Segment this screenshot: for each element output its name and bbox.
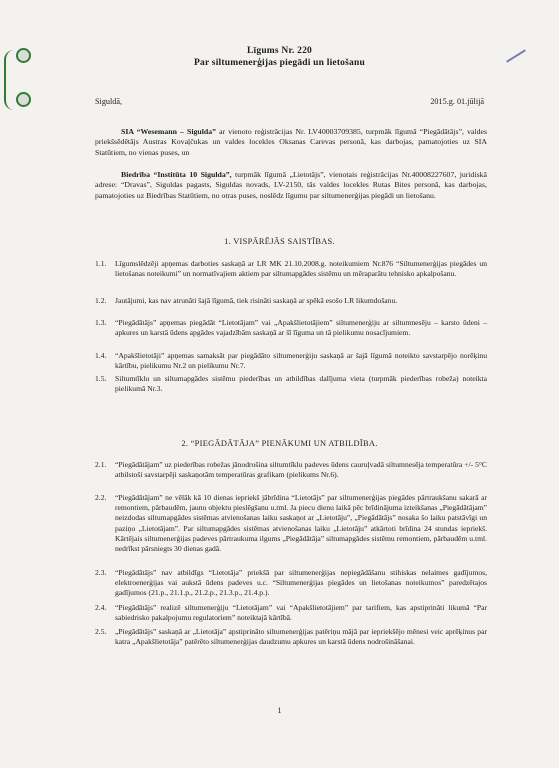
contract-city: Siguldā, [95, 97, 123, 106]
party1-text: ar vienoto reģistrācijas Nr. LV40003709385, turpmāk līgumā “Piegādātājs”, valdes priekšsēdētājs Austras Kovaļčukas un valdes locekles Oksanas Carevas personā, kas darbojas, pamatojoties uz SIA Statūtiem, no vienas puses, un [95, 127, 487, 157]
document-subtitle: Par siltumenerģijas piegādi un lietošanu [194, 58, 365, 68]
clause-1-4: 1.4. “Apakšlietotāji” apņemas samaksāt par piegādāto siltumenerģiju saskaņā ar šajā līgumā noteikto savstarpējo norēķinu kārtību, pielikumu Nr.2 un pielikumu Nr.7. [95, 351, 487, 371]
section2-heading: 2. “PIEGĀDĀTĀJA” PIENĀKUMI UN ATBILDĪBA. [181, 439, 378, 448]
binding-hole-bottom [16, 92, 31, 107]
clause-1-5: 1.5. Siltumtīklu un siltumapgādes sistēmu piederības un atbildības dalījuma vieta (turpmāk piederības robeža) noteikta pielikumā Nr.3. [95, 374, 487, 394]
section1-heading: 1. VISPĀRĒJĀS SAISTĪBAS. [224, 237, 335, 246]
party2-name: Biedrība “Institūta 10 Sigulda”, [121, 170, 232, 179]
clause-1-1: 1.1. Līgumslēdzēji apņemas darboties saskaņā ar LR MK 21.10.2008.g. noteikumiem Nr.876 “Siltumenerģijas piegādes un lietošanas noteikumi” un normatīvajiem aktiem par siltumapgādes sistēmu un mēraparātu tehnisko apkalpošanu. [95, 259, 487, 279]
clause-1-3: 1.3. “Piegādātājs” apņemas piegādāt “Lietotājam” vai „Apakšlietotājiem” siltumenerģiju ar siltumnesēju – karsto ūdeni – apkures un karstā ūdens apgādes vajadzībām saskaņā ar šī līguma un tā pielikumu nosacījumiem. [95, 318, 487, 338]
contract-date: 2015.g. 01.jūlijā [430, 97, 484, 106]
clause-2-5: 2.5. „Piegādātājs” saskaņā ar „Lietotāja” apstiprināto siltumenerģijas patēriņu mājā par iepriekšējo mēnesi veic aprēķinus par katra „Apakšlietotāja” patērēto siltumenerģijas daudzumu apkures un karstā ūdens nodrošināšanai. [95, 627, 487, 647]
party1-name: SIA “Wesemann – Sigulda” [121, 127, 217, 136]
party2-text: turpmāk līgumā „Lietotājs”, vienotais reģistrācijas Nr.40008227607, juridiskā adrese: “Dravas”, Siguldas pagasts, Siguldas novads, LV-2150, tās valdes locekles Rutas Bites personā, kas darbojas, pamatojoties uz Biedrības Statūtiem, no otras puses, noslēdz līgumu par siltumenerģijas piegādi un lietošanu. [95, 170, 487, 200]
clause-2-1: 2.1. “Piegādātājam” uz piederības robežas jānodrošina siltumtīklu padeves ūdens cauruļvadā siltumnesēja temperatūra +/- 5°C atbilstoši savstarpēji saskaņotām temperatūras grafikam (pielikums Nr.6). [95, 460, 487, 480]
clause-2-2: 2.2. “Piegādātājam” ne vēlāk kā 10 dienas iepriekš jābrīdina “Lietotājs” par siltumenerģijas piegādes pārtraukšanu sakarā ar remontiem, pārbaudēm, jaunu objektu pieslēgšanu u.tml. Ja piecu dienu laikā pēc brīdinājuma izteikšanas „Piegādātājam” neizdodas siltumapgādes sistēmas atvienošanas laiku saskaņot ar „Lietotāju”, „Piegādātājs” nosaka šo laiku patstāvīgi un paziņo „Lietotājam”. Par siltumapgādes sistēmas atvienošanas laiku „Lietotāju” atkārtoti brīdina 24 stundas iepriekš. Kārtējais siltumenerģijas padeves pārtraukuma ilgums „Piegādātāja” siltumapgādes sistēmu remontiem, pārbaudēm u.tml. nedrīkst pārsniegts 30 dienas gadā. [95, 493, 487, 554]
page-number: 1 [277, 706, 282, 715]
clause-2-4: 2.4. “Piegādātājs” realizē siltumenerģiju “Lietotājam” vai “Apakšlietotājiem” par tarifiem, kas apstiprināti likumā “Par sabiedrisko pakalpojumu regulatoriem” noteiktajā kārtībā. [95, 603, 487, 623]
clause-1-2: 1.2. Jautājumi, kas nav atrunāti šajā līgumā, tiek risināti saskaņā ar spēkā esošo LR likumdošanu. [95, 296, 398, 305]
party1-paragraph [95, 127, 487, 158]
document-title: Līgums Nr. 220 [247, 46, 312, 56]
clause-2-3: 2.3. “Piegādātājs” nav atbildīgs “Lietotāja” priekšā par siltumenerģijas nepiegādāšanu stihiskas nelaimes gadījumos, elektroenerģijas vai aukstā ūdens padeves u.c. “Siltumenerģijas piegādes un lietošanas noteikumos” paredzētajos gadījumos (21.p., 21.1.p., 21.2.p., 21.3.p., 21.4.p.). [95, 568, 487, 598]
party2-paragraph [95, 170, 487, 201]
